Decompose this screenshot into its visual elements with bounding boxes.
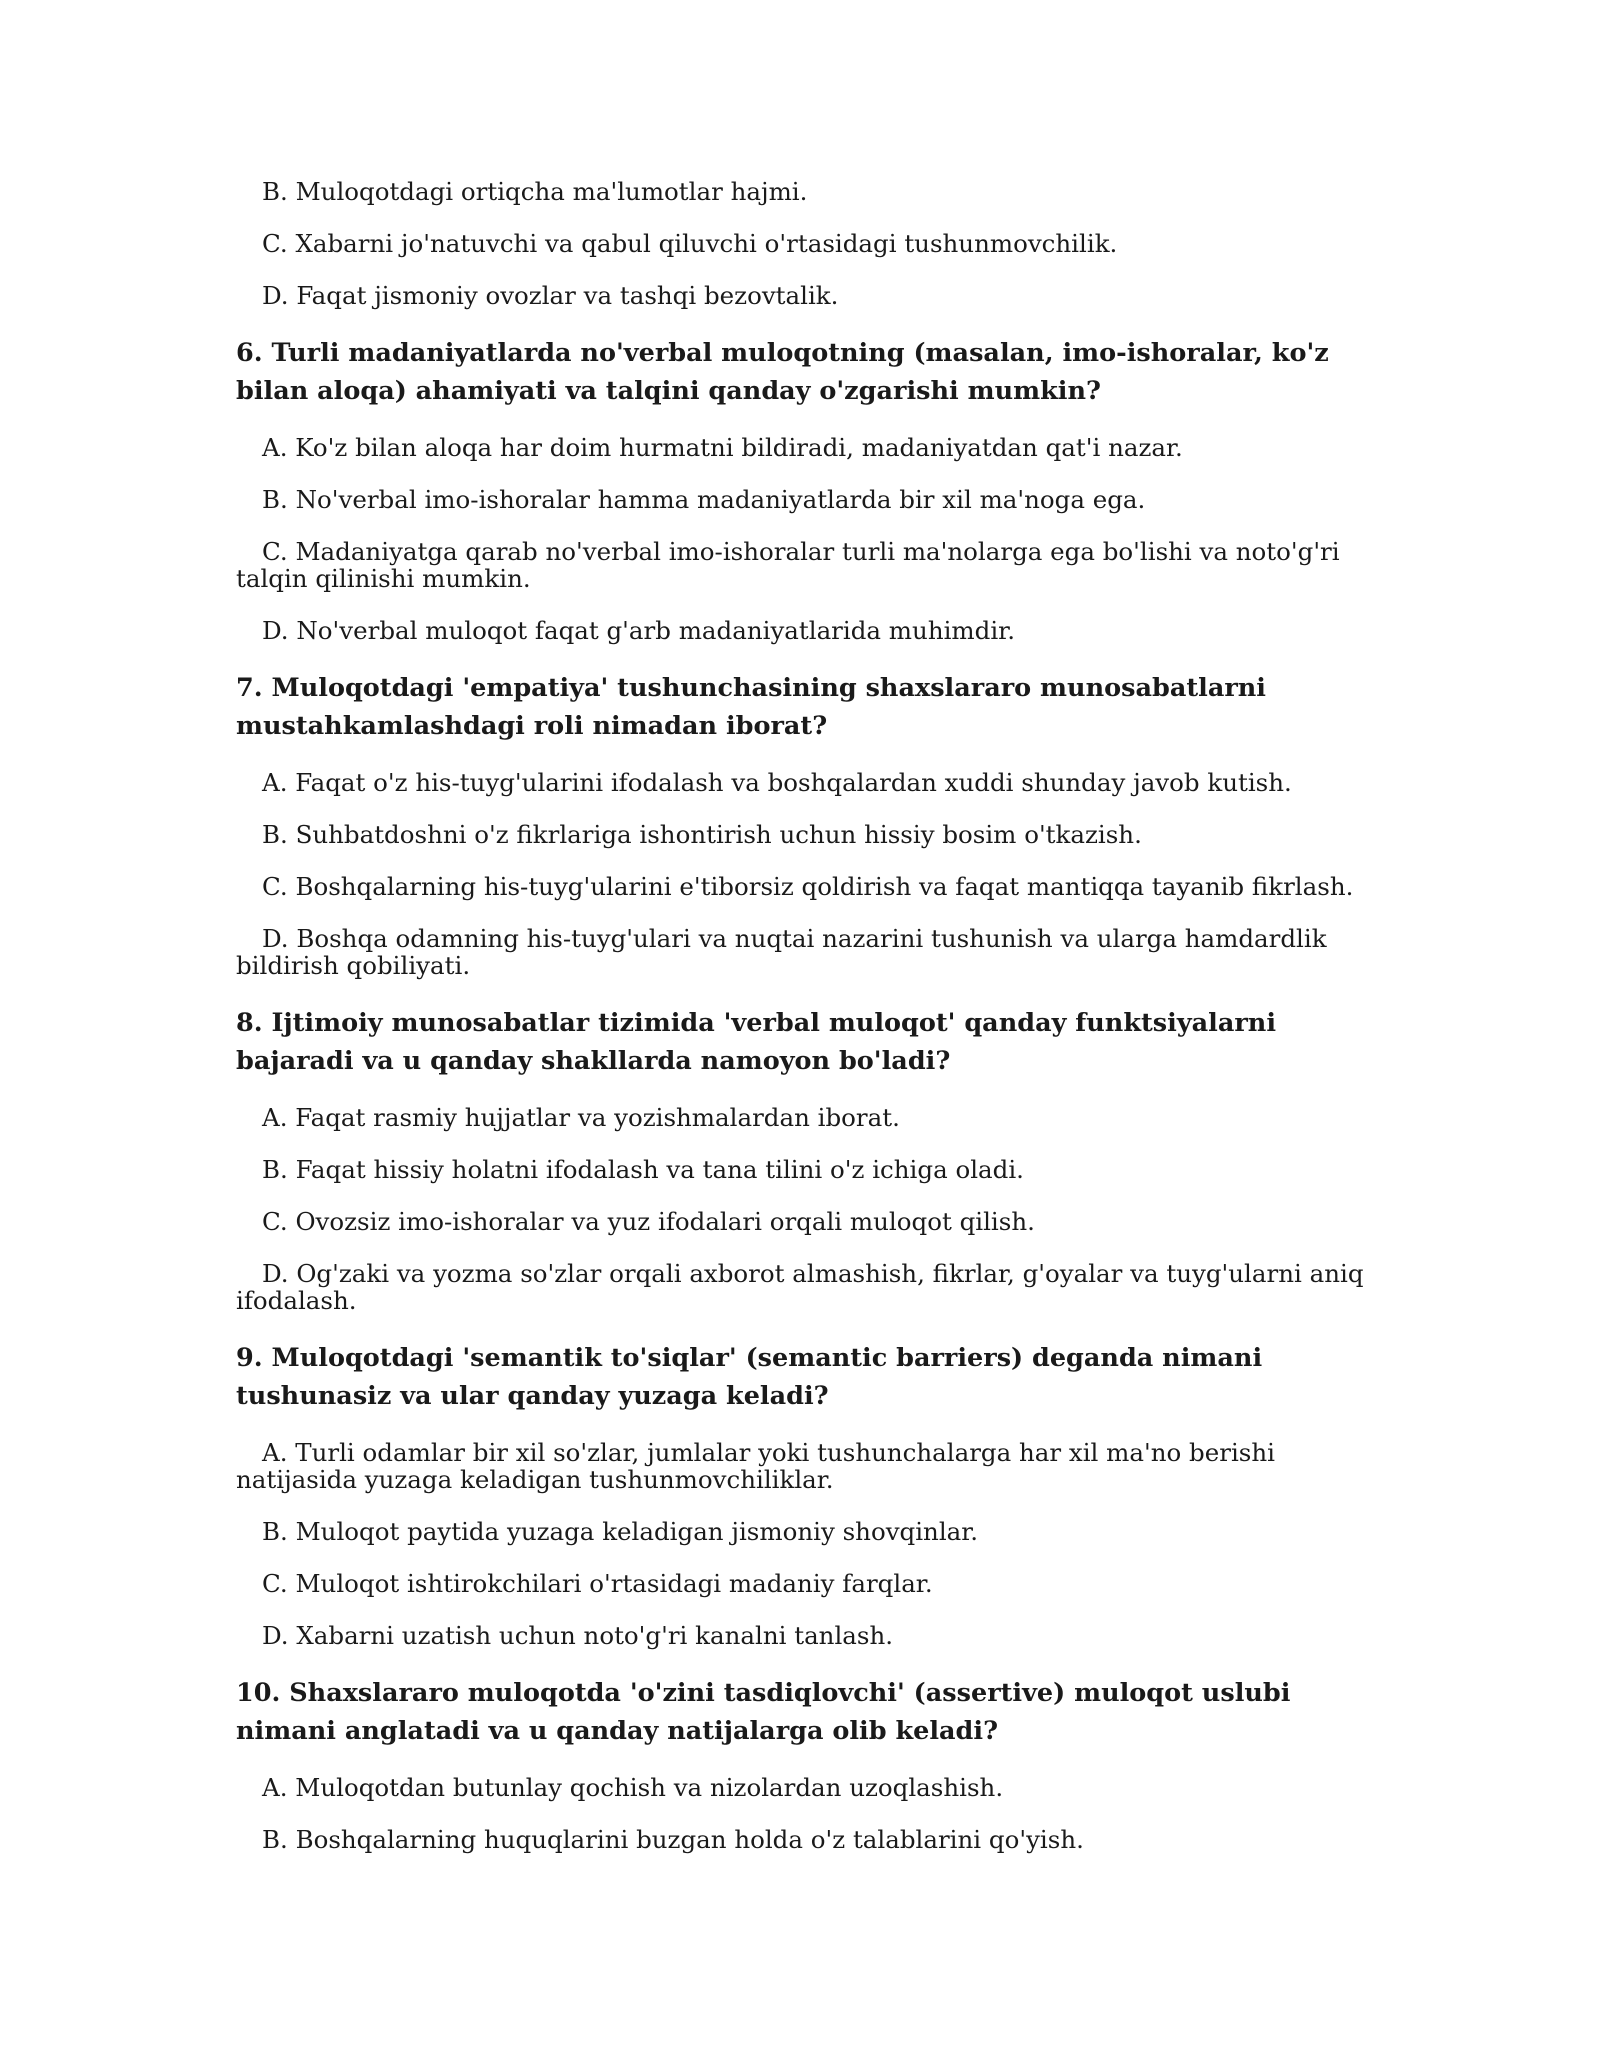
question-8: 8. Ijtimoiy munosabatlar tizimida 'verbal muloqot' qanday funktsiyalarni bajaradi va u qanday shakllarda namoyon bo'ladi? [236, 1008, 1277, 1076]
option-6d: D. No'verbal muloqot faqat g'arb madaniyatlarida muhimdir. [262, 616, 1015, 645]
option-5d: D. Faqat jismoniy ovozlar va tashqi bezovtalik. [262, 281, 839, 310]
option-9b: B. Muloqot paytida yuzaga keladigan jismoniy shovqinlar. [262, 1517, 979, 1546]
option-9a: A. Turli odamlar bir xil so'zlar, jumlalar yoki tushunchalarga har xil ma'no berishi natijasida yuzaga keladigan tushunmovchiliklar. [236, 1438, 1275, 1494]
option-6c: C. Madaniyatga qarab no'verbal imo-ishoralar turli ma'nolarga ega bo'lishi va noto'g'ri talqin qilinishi mumkin. [236, 537, 1340, 593]
option-10b: B. Boshqalarning huquqlarini buzgan holda o'z talablarini qo'yish. [262, 1825, 1084, 1854]
option-8c: C. Ovozsiz imo-ishoralar va yuz ifodalari orqali muloqot qilish. [262, 1207, 1035, 1236]
option-9c: C. Muloqot ishtirokchilari o'rtasidagi madaniy farqlar. [262, 1569, 933, 1598]
question-6: 6. Turli madaniyatlarda no'verbal muloqotning (masalan, imo-ishoralar, ko'z bilan aloqa) ahamiyati va talqini qanday o'zgarishi mumkin? [236, 338, 1329, 406]
question-9: 9. Muloqotdagi 'semantik to'siqlar' (semantic barriers) deganda nimani tushunasiz va ular qanday yuzaga keladi? [236, 1343, 1263, 1411]
option-10a: A. Muloqotdan butunlay qochish va nizolardan uzoqlashish. [262, 1773, 1004, 1802]
option-6b: B. No'verbal imo-ishoralar hamma madaniyatlarda bir xil ma'noga ega. [262, 485, 1146, 514]
option-7b: B. Suhbatdoshni o'z fikrlariga ishontirish uchun hissiy bosim o'tkazish. [262, 820, 1142, 849]
option-7a: A. Faqat o'z his-tuyg'ularini ifodalash va boshqalardan xuddi shunday javob kutish. [262, 768, 1292, 797]
page-content [236, 178, 1376, 1878]
option-9d: D. Xabarni uzatish uchun noto'g'ri kanalni tanlash. [262, 1621, 894, 1650]
option-6a: A. Ko'z bilan aloqa har doim hurmatni bildiradi, madaniyatdan qat'i nazar. [262, 433, 1183, 462]
option-7c: C. Boshqalarning his-tuyg'ularini e'tiborsiz qoldirish va faqat mantiqqa tayanib fikrlash. [262, 872, 1354, 901]
option-5c: C. Xabarni jo'natuvchi va qabul qiluvchi o'rtasidagi tushunmovchilik. [262, 229, 1118, 258]
option-7d: D. Boshqa odamning his-tuyg'ulari va nuqtai nazarini tushunish va ularga hamdardlik bildirish qobiliyati. [236, 924, 1327, 980]
option-8a: A. Faqat rasmiy hujjatlar va yozishmalardan iborat. [262, 1103, 900, 1132]
option-5b: B. Muloqotdagi ortiqcha ma'lumotlar hajmi. [262, 177, 808, 206]
question-10: 10. Shaxslararo muloqotda 'o'zini tasdiqlovchi' (assertive) muloqot uslubi nimani anglatadi va u qanday natijalarga olib keladi? [236, 1678, 1291, 1746]
question-7: 7. Muloqotdagi 'empatiya' tushunchasining shaxslararo munosabatlarni mustahkamlashdagi roli nimadan iborat? [236, 673, 1266, 741]
option-8d: D. Og'zaki va yozma so'zlar orqali axborot almashish, fikrlar, g'oyalar va tuyg'ularni aniq ifodalash. [236, 1259, 1364, 1315]
option-8b: B. Faqat hissiy holatni ifodalash va tana tilini o'z ichiga oladi. [262, 1155, 1024, 1184]
